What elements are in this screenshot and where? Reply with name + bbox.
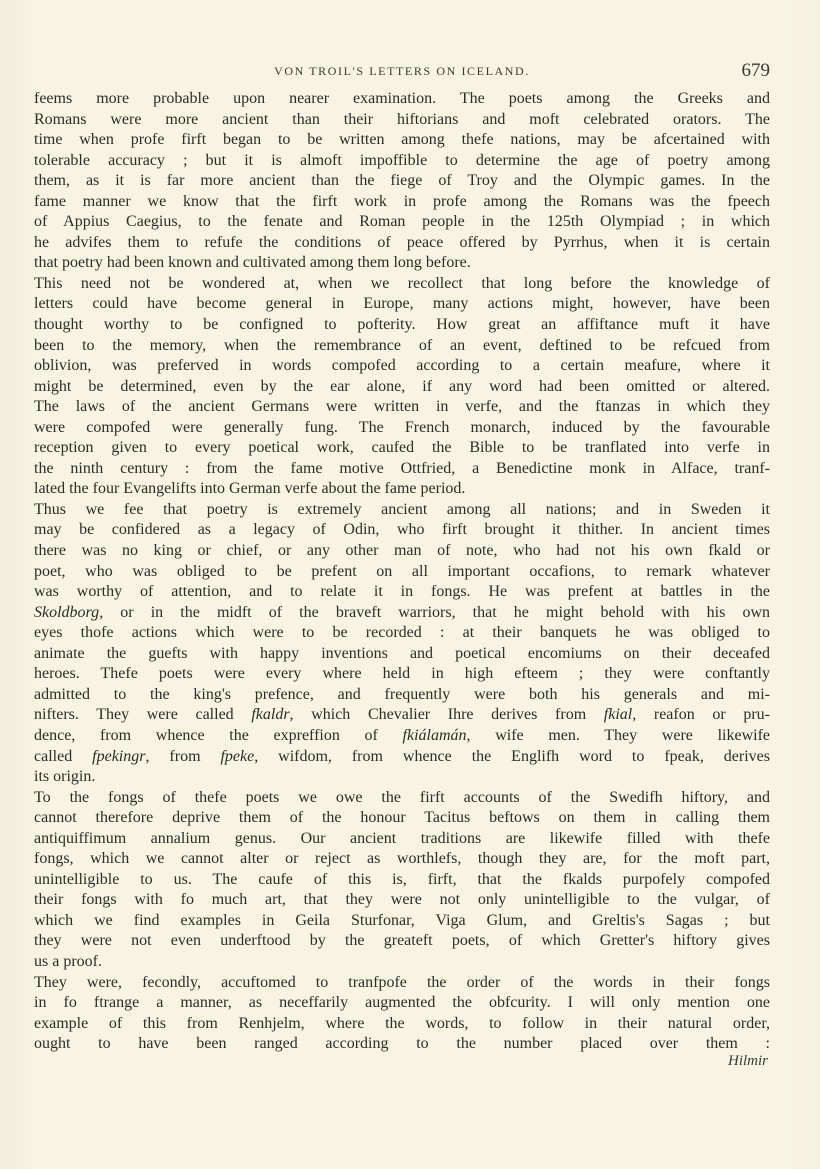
italic-term: fkaldr: [251, 706, 290, 724]
text-run: , reafon or pru-: [632, 706, 770, 724]
text-line: This need not be wondered at, when we recollect that long before the knowledge of: [34, 274, 770, 292]
text-line: that poetry had been known and cultivated among them long before.: [34, 254, 471, 272]
text-run: , wife men. They were likewife: [466, 726, 770, 744]
catchword: Hilmir: [727, 1053, 768, 1069]
page-number: 679: [741, 60, 770, 81]
text-line: [34, 726, 770, 747]
text-line: letters could have become general in Europe, many actions might, however, have been: [34, 295, 770, 313]
text-line: To the fongs of thefe poets we owe the firft accounts of the Swedifh hiftory, and: [34, 788, 770, 806]
text-run: called: [34, 747, 93, 765]
text-run: , or in the midft of the braveft warriors, that he might behold with his own: [99, 603, 770, 621]
text-line: they were not even underftood by the greateft poets, of which Gretter's hiftory gives: [34, 932, 770, 950]
text-line: were compofed were generally fung. The French monarch, induced by the favourable: [34, 418, 770, 436]
text-run: , wifdom, from whence the Englifh word to fpeak, derives: [254, 747, 770, 765]
text-line: which we find examples in Geila Sturfonar, Viga Glum, and Greltis's Sagas ; but: [34, 911, 770, 929]
text-line: may be confidered as a legacy of Odin, who firft brought it thither. In ancient times: [34, 521, 770, 539]
text-line: lated the four Evangelifts into German verfe about the fame period.: [34, 480, 466, 498]
text-line: Romans were more ancient than their hiftorians and moft celebrated orators. The: [34, 110, 770, 128]
text-line: The laws of the ancient Germans were written in verfe, and the ftanzas in which they: [34, 398, 770, 416]
text-line: might be determined, even by the ear alone, if any word had been omitted or altered.: [34, 377, 770, 395]
text-line: us a proof.: [34, 952, 102, 970]
text-line: the ninth century : from the fame motive Ottfried, a Benedictine monk in Alface, tranf-: [34, 459, 770, 477]
text-line: reception given to every poetical work, caufed the Bible to be tranflated into verfe in: [34, 439, 770, 457]
text-line: fongs, which we cannot alter or reject as worthlefs, though they are, for the moft part,: [34, 850, 770, 868]
text-line: feems more probable upon nearer examination. The poets among the Greeks and: [34, 90, 770, 107]
text-line: They were, fecondly, accuftomed to tranfpofe the order of the words in their fongs: [34, 973, 770, 991]
body-text: [34, 89, 770, 1055]
text-run: dence, from whence the expreffion of: [34, 726, 403, 744]
text-line: thought worthy to be configned to pofterity. How great an affiftance muft it have: [34, 316, 770, 334]
text-line: poet, who was obliged to be prefent on all important occafions, to remark whatever: [34, 562, 770, 580]
text-line: them, as it is far more ancient than the fiege of Troy and the Olympic games. In the: [34, 172, 770, 190]
text-line: fame manner we know that the firft work in profe among the Romans was the fpeech: [34, 192, 770, 210]
text-line: in fo ftrange a manner, as neceffarily augmented the obfcurity. I will only mention one: [34, 994, 770, 1012]
italic-term: fpekingr: [92, 747, 146, 765]
text-line: admitted to the king's prefence, and frequently were both his generals and mi-: [34, 685, 770, 703]
text-line: of Appius Caegius, to the fenate and Roman people in the 125th Olympiad ; in which: [34, 213, 770, 231]
text-line: its origin.: [34, 768, 96, 786]
text-line: animate the guefts with happy inventions and poetical encomiums on their deceafed: [34, 644, 770, 662]
text-run: , from: [145, 747, 221, 765]
text-line: [34, 705, 770, 726]
text-line: ought to have been ranged according to the number placed over them :: [34, 1035, 770, 1053]
text-run: nifters. They were called: [34, 706, 252, 724]
text-line: eyes thofe actions which were to be recorded : at their banquets he was obliged to: [34, 624, 770, 642]
text-line: unintelligible to us. The caufe of this is, firft, that the fkalds purpofely compofed: [34, 870, 770, 888]
text-line: oblivion, was preferved in words compofed according to a certain meafure, where it: [34, 357, 770, 375]
italic-term: Skoldborg: [34, 603, 100, 621]
text-line: [34, 603, 770, 624]
text-line: antiquiffimum annalium genus. Our ancient traditions are likewife filled with thefe: [34, 829, 770, 847]
text-line: time when profe firft began to be written among thefe nations, may be afcertained with: [34, 131, 770, 149]
text-line: been to the memory, when the remembrance of an event, deftined to be refcued from: [34, 336, 770, 354]
text-line: cannot therefore deprive them of the honour Tacitus beftows on them in calling them: [34, 809, 770, 827]
text-line: example of this from Renhjelm, where the words, to follow in their natural order,: [34, 1014, 770, 1032]
text-line: he advifes them to refufe the conditions of peace offered by Pyrrhus, when it is certain: [34, 233, 770, 251]
text-run: , which Chevalier Ihre derives from: [289, 706, 604, 724]
text-line: was worthy of attention, and to relate it in fongs. He was prefent at battles in the: [34, 583, 770, 601]
italic-term: fkial: [603, 706, 633, 724]
text-line: Thus we fee that poetry is extremely ancient among all nations; and in Sweden it: [34, 500, 770, 518]
text-line: their fongs with fo much art, that they were not only unintelligible to the vulgar, of: [34, 891, 770, 909]
running-title: VON TROIL'S LETTERS ON ICELAND.: [274, 64, 530, 78]
text-line: tolerable accuracy ; but it is almoft impoffible to determine the age of poetry among: [34, 151, 770, 169]
italic-term: fkiálamán: [402, 726, 467, 744]
text-line: there was no king or chief, or any other man of note, who had not his own fkald or: [34, 542, 770, 560]
italic-term: fpeke: [220, 747, 255, 765]
text-line: [34, 747, 770, 768]
text-line: heroes. Thefe poets were every where held in high efteem ; they were conftantly: [34, 665, 770, 683]
running-head: [34, 60, 770, 88]
